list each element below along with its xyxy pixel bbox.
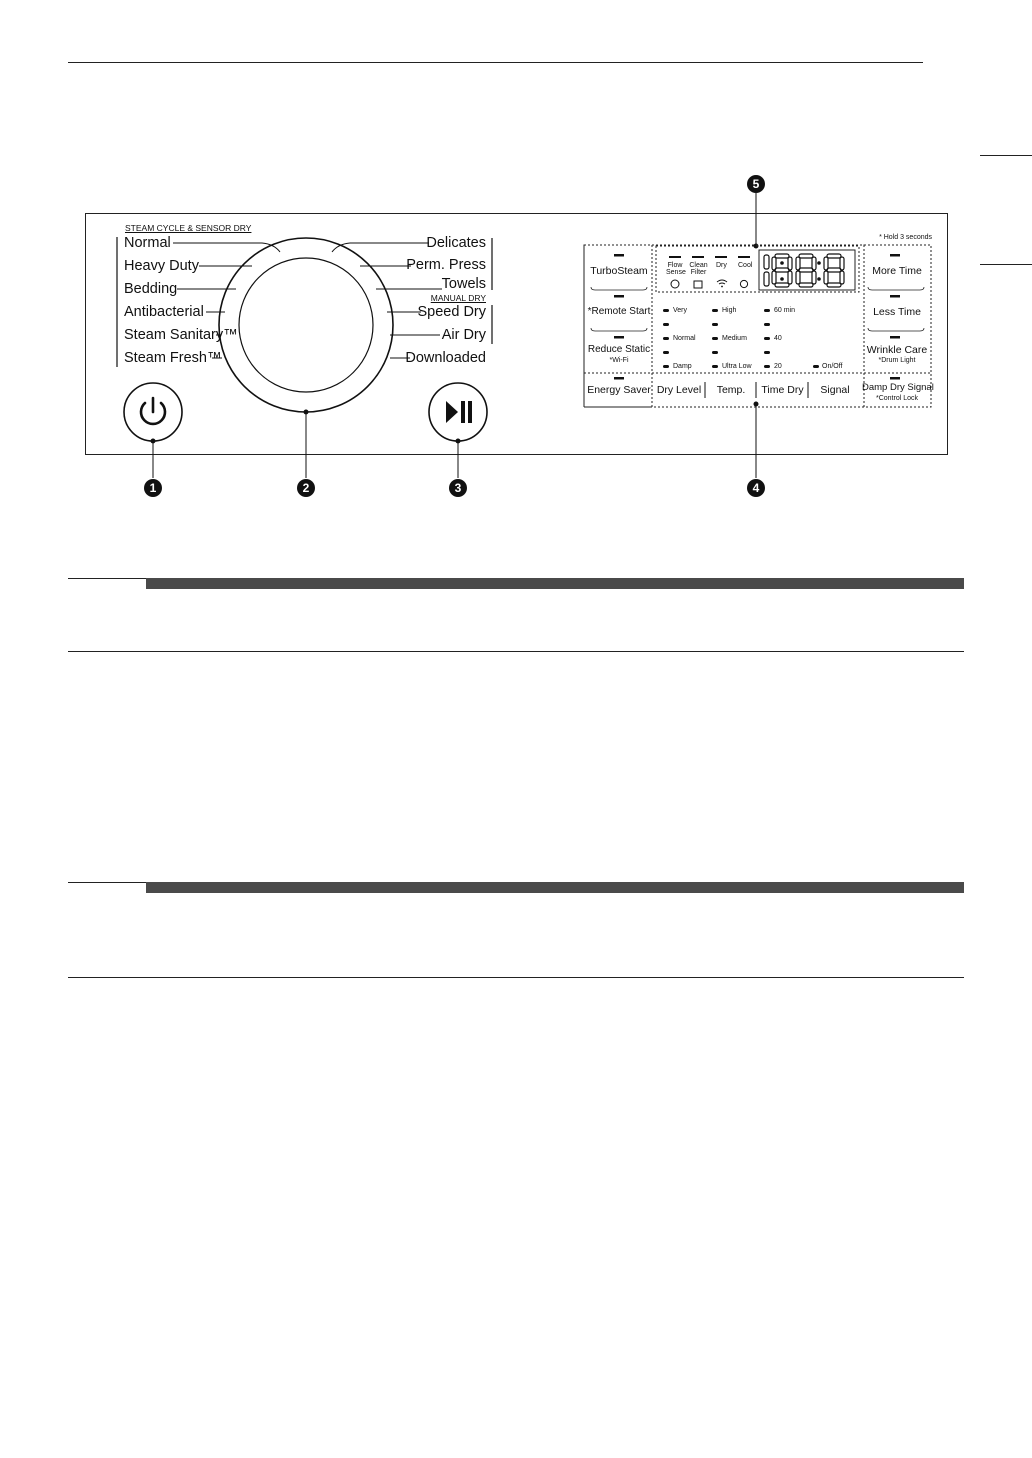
wrinkle-care-button[interactable]: Wrinkle Care xyxy=(866,344,928,356)
cycle-downloaded: Downloaded xyxy=(405,350,486,366)
indicator-flow-sense: Flow Sense xyxy=(666,262,686,276)
wifi-icon xyxy=(717,280,727,284)
cycle-header: STEAM CYCLE & SENSOR DRY xyxy=(125,223,252,233)
section-2-bar xyxy=(146,882,964,893)
cool-icon xyxy=(740,280,747,287)
cycle-air-dry: Air Dry xyxy=(441,327,486,343)
cycle-steam-sanitary: Steam Sanitary™ xyxy=(124,327,238,343)
signal-on-off: On/Off xyxy=(822,363,843,370)
indicator-clean-filter: Clean Filter xyxy=(689,262,708,276)
filter-icon xyxy=(694,281,702,288)
manual-dry-header: MANUAL DRY xyxy=(430,293,486,303)
temp-button[interactable]: Temp. xyxy=(716,384,746,396)
time-40: 40 xyxy=(774,335,782,342)
temp-high: High xyxy=(722,307,737,314)
dry-level-very: Very xyxy=(673,307,688,314)
drum-light-sub-label: *Drum Light xyxy=(878,357,916,364)
dry-level-button[interactable]: Dry Level xyxy=(656,384,702,396)
callout-1: 1 xyxy=(144,479,162,497)
cycle-bedding: Bedding xyxy=(124,281,178,297)
cycle-heavy-duty: Heavy Duty xyxy=(124,258,199,274)
time-display-digits xyxy=(0,0,3,1)
temp-medium: Medium xyxy=(722,335,747,342)
less-time-button[interactable]: Less Time xyxy=(873,306,921,318)
dry-level-normal: Normal xyxy=(673,335,696,342)
time-60: 60 min xyxy=(774,307,796,314)
indicator-cool: Cool xyxy=(738,262,753,269)
control-lock-sub-label: *Control Lock xyxy=(875,395,919,402)
temp-ultra-low: Ultra Low xyxy=(722,363,752,370)
remote-start-button[interactable]: *Remote Start xyxy=(587,306,651,317)
section-1-bottom-rule xyxy=(68,651,964,652)
indicator-dry: Dry xyxy=(716,262,727,269)
more-time-button[interactable]: More Time xyxy=(872,265,922,277)
cycle-delicates: Delicates xyxy=(426,235,486,251)
callout-5: 5 xyxy=(747,175,765,193)
signal-button[interactable]: Signal xyxy=(820,384,850,396)
reduce-static-button[interactable]: Reduce Static xyxy=(587,344,651,355)
section-1-bar xyxy=(146,578,964,589)
wifi-sub-label: *Wi-Fi xyxy=(609,357,629,364)
section-1-rule-left xyxy=(68,578,148,579)
cycle-steam-fresh: Steam Fresh™ xyxy=(124,350,222,366)
section-2-bottom-rule xyxy=(68,977,964,978)
cycle-dial-outer xyxy=(219,238,393,412)
cycle-dial-inner xyxy=(239,258,373,392)
dry-level-damp: Damp xyxy=(673,363,692,370)
energy-saver-button[interactable]: Energy Saver xyxy=(587,384,651,396)
hold-note: * Hold 3 seconds xyxy=(879,234,932,241)
damp-dry-signal-button[interactable]: Damp Dry Signal xyxy=(862,382,934,393)
cycle-normal: Normal xyxy=(124,235,171,251)
cycle-perm-press: Perm. Press xyxy=(406,257,486,273)
turbosteam-button[interactable]: TurboSteam xyxy=(590,265,648,277)
section-2-rule-left xyxy=(68,882,148,883)
time-dry-button[interactable]: Time Dry xyxy=(761,384,804,396)
cycle-antibacterial: Antibacterial xyxy=(124,304,204,320)
time-20: 20 xyxy=(774,363,782,370)
ai-icon xyxy=(671,280,679,288)
callout-4: 4 xyxy=(747,479,765,497)
callout-3: 3 xyxy=(449,479,467,497)
cycle-speed-dry: Speed Dry xyxy=(417,304,486,320)
cycle-towels: Towels xyxy=(441,276,486,292)
callout-2: 2 xyxy=(297,479,315,497)
